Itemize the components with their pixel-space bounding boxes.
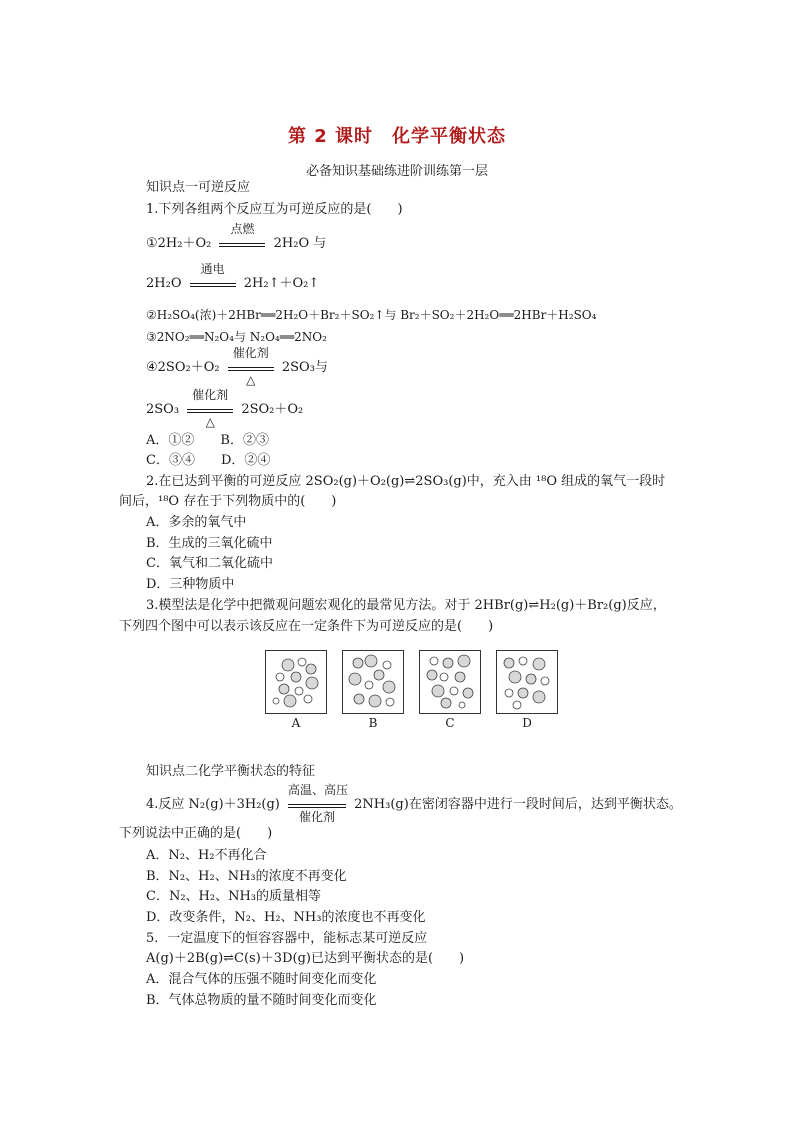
q1-option-4b	[146, 388, 304, 429]
reversible-arrow	[288, 804, 346, 808]
q2-line-1: 2.在已达到平衡的可逆反应 2SO₂(g)＋O₂(g)⇌2SO₃(g)中，充入由 ¹⁸O 组成的氧气一段时	[146, 474, 666, 489]
condition-label: 通电	[200, 262, 225, 276]
molecule-diagram-b	[343, 651, 403, 713]
condition-label: 催化剂	[192, 388, 229, 402]
equation-left: 2SO₃	[146, 402, 180, 417]
reaction-condition-arrow	[288, 783, 349, 824]
model-box-a	[265, 650, 327, 714]
equation-left: ④2SO₂＋O₂	[146, 360, 220, 375]
section-heading-2: 知识点二化学平衡状态的特征	[146, 764, 316, 779]
q1-option-1b	[146, 262, 320, 292]
q1-option-3: ③2NO₂══N₂O₄与 N₂O₄══2NO₂	[146, 330, 327, 344]
q1-option-1a	[146, 222, 327, 252]
reaction-condition-arrow	[190, 262, 236, 287]
equation-left: 4.反应 N₂(g)＋3H₂(g)	[146, 797, 280, 812]
q4-option-b: B．N₂、H₂、NH₃的浓度不再变化	[146, 869, 347, 884]
equation-right: 2H₂↑＋O₂↑	[243, 276, 320, 291]
q1-option-4a	[146, 346, 328, 387]
q5-option-a: A．混合气体的压强不随时间变化而变化	[146, 972, 377, 987]
condition-label: 高温、高压	[288, 783, 349, 797]
q2-option-d: D．三种物质中	[146, 577, 235, 592]
q2-option-c: C．氧气和二氧化硫中	[146, 556, 273, 571]
q5-line-1: 5．一定温度下的恒容容器中，能标志某可逆反应	[146, 931, 428, 946]
q5-line-2: A(g)＋2B(g)⇌C(s)＋3D(g)已达到平衡状态的是( )	[146, 951, 465, 966]
q1-choices-row-2: C．③④ D．②④	[146, 453, 271, 468]
section-heading-1: 知识点一可逆反应	[146, 180, 251, 195]
model-label-c: C	[445, 716, 455, 730]
molecule-model-figures	[265, 650, 531, 732]
double-bar	[190, 283, 236, 287]
q1-choices-row-1: A．①② B．②③	[146, 433, 269, 448]
molecule-diagram-c	[420, 651, 480, 713]
equation-right: 2SO₃与	[281, 360, 328, 375]
q4-line-2: 下列说法中正确的是( )	[119, 826, 273, 841]
lesson-title: 第 2 课时 化学平衡状态	[287, 126, 507, 147]
q1-stem: 1.下列各组两个反应互为可逆反应的是( )	[146, 202, 403, 217]
q5-option-b: B．气体总物质的量不随时间变化而变化	[146, 993, 377, 1008]
double-bar	[228, 367, 274, 371]
model-label-d: D	[522, 716, 532, 730]
equation-left: ①2H₂＋O₂	[146, 236, 212, 251]
equation-right: 2NH₃(g)在密闭容器中进行一段时间后，达到平衡状态。	[354, 797, 682, 812]
q2-option-a: A．多余的氧气中	[146, 515, 247, 530]
model-label-b: B	[368, 716, 378, 730]
condition-label: 催化剂	[232, 346, 269, 360]
heat-symbol: △	[246, 373, 256, 387]
reaction-condition-arrow	[187, 388, 233, 429]
model-box-b	[342, 650, 404, 714]
reaction-condition-arrow	[219, 222, 265, 247]
heat-symbol: △	[205, 415, 215, 429]
equation-right: 2H₂O 与	[273, 236, 327, 251]
molecule-diagram-d	[497, 651, 557, 713]
model-box-c	[419, 650, 481, 714]
model-box-d	[496, 650, 558, 714]
reaction-condition-arrow	[228, 346, 274, 387]
q2-option-b: B．生成的三氧化硫中	[146, 536, 273, 551]
condition-label: 点燃	[230, 222, 255, 236]
q4-option-d: D．改变条件，N₂、H₂、NH₃的浓度也不再变化	[146, 910, 426, 925]
equation-right: 2SO₂＋O₂	[241, 402, 304, 417]
q4-option-a: A．N₂、H₂不再化合	[146, 848, 267, 863]
lesson-subtitle: 必备知识基础练进阶训练第一层	[305, 164, 488, 179]
equation-left: 2H₂O	[146, 276, 182, 291]
q3-line-1: 3.模型法是化学中把微观问题宏观化的最常见方法。对于 2HBr(g)⇌H₂(g)＋Br₂(g)反应，	[146, 598, 666, 613]
catalyst-label: 催化剂	[299, 810, 336, 824]
double-bar	[187, 409, 233, 413]
q2-line-2: 间后，¹⁸O 存在于下列物质中的( )	[119, 494, 337, 509]
q3-line-2: 下列四个图中可以表示该反应在一定条件下为可逆反应的是( )	[119, 619, 494, 634]
double-bar	[219, 243, 265, 247]
q1-option-2: ②H₂SO₄(浓)＋2HBr══2H₂O＋Br₂＋SO₂↑与 Br₂＋SO₂＋2H₂O══2HBr＋H₂SO₄	[146, 308, 597, 322]
molecule-diagram-a	[266, 651, 326, 713]
q4-line-1	[146, 783, 682, 824]
q4-option-c: C．N₂、H₂、NH₃的质量相等	[146, 889, 322, 904]
model-label-a: A	[291, 716, 301, 730]
